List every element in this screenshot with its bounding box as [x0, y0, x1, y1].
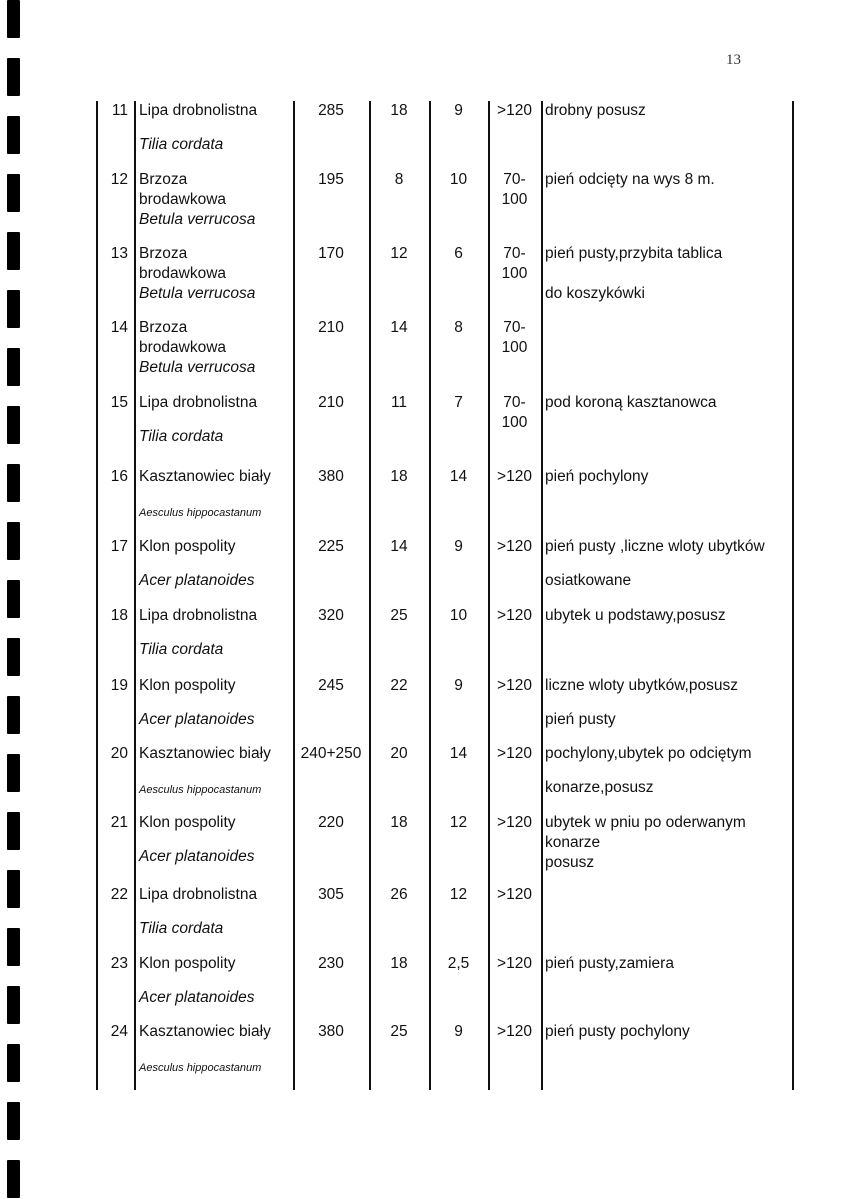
- crown-width: 10: [449, 607, 468, 624]
- remarks: liczne wloty ubytków,posusz: [545, 677, 738, 694]
- species-name: Lipa drobnolistna: [139, 607, 258, 624]
- age: 70-: [503, 319, 526, 336]
- age: >120: [497, 677, 532, 694]
- height: 20: [390, 745, 408, 762]
- age: >120: [497, 814, 532, 831]
- row-number: 21: [110, 814, 128, 831]
- latin-name: Aesculus hippocastanum: [139, 1062, 262, 1074]
- height: 18: [390, 955, 408, 972]
- age: >120: [497, 955, 532, 972]
- row-number: 19: [110, 677, 128, 694]
- latin-name: Tilia cordata: [139, 136, 224, 153]
- row-number: 20: [110, 745, 128, 762]
- remarks: pochylony,ubytek po odciętym: [545, 745, 752, 762]
- circumference: 245: [318, 677, 344, 694]
- row-number: 15: [110, 394, 128, 411]
- binding-hole: [7, 116, 20, 154]
- age: 100: [501, 414, 528, 431]
- binding-hole: [7, 0, 20, 38]
- circumference: 380: [318, 468, 344, 485]
- latin-name: Tilia cordata: [139, 641, 224, 658]
- binding-hole: [7, 928, 20, 966]
- height: 14: [390, 319, 408, 336]
- binding-hole: [7, 522, 20, 560]
- crown-width: 14: [449, 745, 468, 762]
- binding-hole: [7, 232, 20, 270]
- circumference: 225: [318, 538, 344, 555]
- row-number: 23: [110, 955, 128, 972]
- crown-width: 9: [454, 102, 463, 119]
- latin-name: Betula verrucosa: [139, 211, 256, 228]
- binding-hole: [7, 406, 20, 444]
- crown-width: 8: [454, 319, 463, 336]
- latin-name: Acer platanoides: [139, 848, 255, 865]
- crown-width: 12: [449, 814, 468, 831]
- circumference: 240+250: [300, 745, 362, 762]
- binding-hole: [7, 1160, 20, 1198]
- page-number: 13: [726, 52, 741, 68]
- row-number: 24: [110, 1023, 128, 1040]
- height: 26: [390, 886, 408, 903]
- circumference: 305: [318, 886, 344, 903]
- latin-name: Tilia cordata: [139, 920, 224, 937]
- latin-name: Aesculus hippocastanum: [139, 784, 262, 796]
- latin-name: Tilia cordata: [139, 428, 224, 445]
- species-name: Brzoza: [139, 245, 188, 262]
- age: >120: [497, 607, 532, 624]
- species-name: Kasztanowiec biały: [139, 468, 271, 485]
- circumference: 195: [318, 171, 344, 188]
- row-number: 11: [111, 102, 128, 119]
- circumference: 230: [318, 955, 344, 972]
- species-name: Klon pospolity: [139, 955, 236, 972]
- age: >120: [497, 102, 532, 119]
- circumference: 220: [318, 814, 344, 831]
- species-name: Kasztanowiec biały: [139, 1023, 271, 1040]
- height: 14: [390, 538, 408, 555]
- latin-name: Acer platanoides: [139, 572, 255, 589]
- circumference: 380: [318, 1023, 344, 1040]
- remarks: drobny posusz: [545, 102, 646, 119]
- row-number: 18: [110, 607, 128, 624]
- binding-hole: [7, 348, 20, 386]
- height: 22: [390, 677, 408, 694]
- circumference: 170: [318, 245, 344, 262]
- remarks: pień pochylony: [545, 468, 649, 485]
- species-name: Brzoza: [139, 319, 188, 336]
- binding-hole: [7, 580, 20, 618]
- crown-width: 9: [454, 1023, 463, 1040]
- crown-width: 6: [454, 245, 463, 262]
- age: 100: [501, 339, 528, 356]
- circumference: 210: [318, 319, 344, 336]
- binding-hole: [7, 754, 20, 792]
- column-divider: [134, 101, 136, 1090]
- height: 8: [394, 171, 404, 188]
- remarks: osiatkowane: [545, 572, 632, 589]
- binding-hole: [7, 696, 20, 734]
- species-name: Lipa drobnolistna: [139, 886, 258, 903]
- binding-hole: [7, 58, 20, 96]
- circumference: 210: [318, 394, 344, 411]
- age: >120: [497, 538, 532, 555]
- binding-hole: [7, 638, 20, 676]
- remarks: pień pusty,przybita tablica: [545, 245, 723, 262]
- binding-hole: [7, 986, 20, 1024]
- column-divider: [541, 101, 543, 1090]
- remarks: posusz: [545, 854, 595, 871]
- latin-name: Betula verrucosa: [139, 359, 256, 376]
- age: >120: [497, 1023, 532, 1040]
- age: >120: [497, 886, 532, 903]
- remarks: pień pusty pochylony: [545, 1023, 690, 1040]
- row-number: 14: [110, 319, 128, 336]
- latin-name: Acer platanoides: [139, 989, 255, 1006]
- height: 18: [390, 814, 408, 831]
- species-name: Klon pospolity: [139, 814, 236, 831]
- binding-hole: [7, 290, 20, 328]
- height: 11: [390, 394, 408, 411]
- binding-hole: [7, 870, 20, 908]
- remarks: do koszykówki: [545, 285, 645, 302]
- remarks: pień pusty: [545, 711, 616, 728]
- row-number: 22: [110, 886, 128, 903]
- crown-width: 12: [449, 886, 468, 903]
- binding-holes: [7, 0, 21, 1199]
- remarks: pień odcięty na wys 8 m.: [545, 171, 715, 188]
- row-number: 17: [110, 538, 128, 555]
- age: 100: [501, 265, 528, 282]
- binding-hole: [7, 174, 20, 212]
- remarks: pień pusty,zamiera: [545, 955, 674, 972]
- species-name: Lipa drobnolistna: [139, 102, 258, 119]
- row-number: 12: [110, 171, 128, 188]
- binding-hole: [7, 1044, 20, 1082]
- height: 18: [390, 102, 408, 119]
- species-name: Lipa drobnolistna: [139, 394, 258, 411]
- latin-name: Acer platanoides: [139, 711, 255, 728]
- remarks: konarze,posusz: [545, 779, 654, 796]
- age: >120: [497, 745, 532, 762]
- binding-hole: [7, 1102, 20, 1140]
- crown-width: 9: [454, 538, 463, 555]
- age: >120: [497, 468, 532, 485]
- age: 70-: [503, 171, 526, 188]
- height: 18: [390, 468, 408, 485]
- age: 100: [501, 191, 528, 208]
- latin-name: Aesculus hippocastanum: [139, 507, 262, 519]
- crown-width: 2,5: [447, 955, 470, 972]
- row-number: 13: [110, 245, 128, 262]
- age: 70-: [503, 245, 526, 262]
- circumference: 320: [318, 607, 344, 624]
- age: 70-: [503, 394, 526, 411]
- remarks: pod koroną kasztanowca: [545, 394, 717, 411]
- crown-width: 10: [449, 171, 468, 188]
- species-name: Klon pospolity: [139, 538, 236, 555]
- height: 25: [390, 607, 408, 624]
- height: 25: [390, 1023, 408, 1040]
- remarks: pień pusty ,liczne wloty ubytków: [545, 538, 765, 555]
- species-name: Kasztanowiec biały: [139, 745, 271, 762]
- crown-width: 9: [454, 677, 463, 694]
- latin-name: Betula verrucosa: [139, 285, 256, 302]
- height: 12: [390, 245, 408, 262]
- binding-hole: [7, 812, 20, 850]
- row-number: 16: [110, 468, 128, 485]
- binding-hole: [7, 464, 20, 502]
- remarks: konarze: [545, 834, 601, 851]
- species-name: Klon pospolity: [139, 677, 236, 694]
- species-name: brodawkowa: [139, 191, 227, 208]
- remarks: ubytek w pniu po oderwanym: [545, 814, 746, 831]
- crown-width: 14: [449, 468, 468, 485]
- species-name: brodawkowa: [139, 339, 227, 356]
- crown-width: 7: [454, 394, 463, 411]
- circumference: 285: [318, 102, 344, 119]
- species-name: Brzoza: [139, 171, 188, 188]
- species-name: brodawkowa: [139, 265, 227, 282]
- remarks: ubytek u podstawy,posusz: [545, 607, 726, 624]
